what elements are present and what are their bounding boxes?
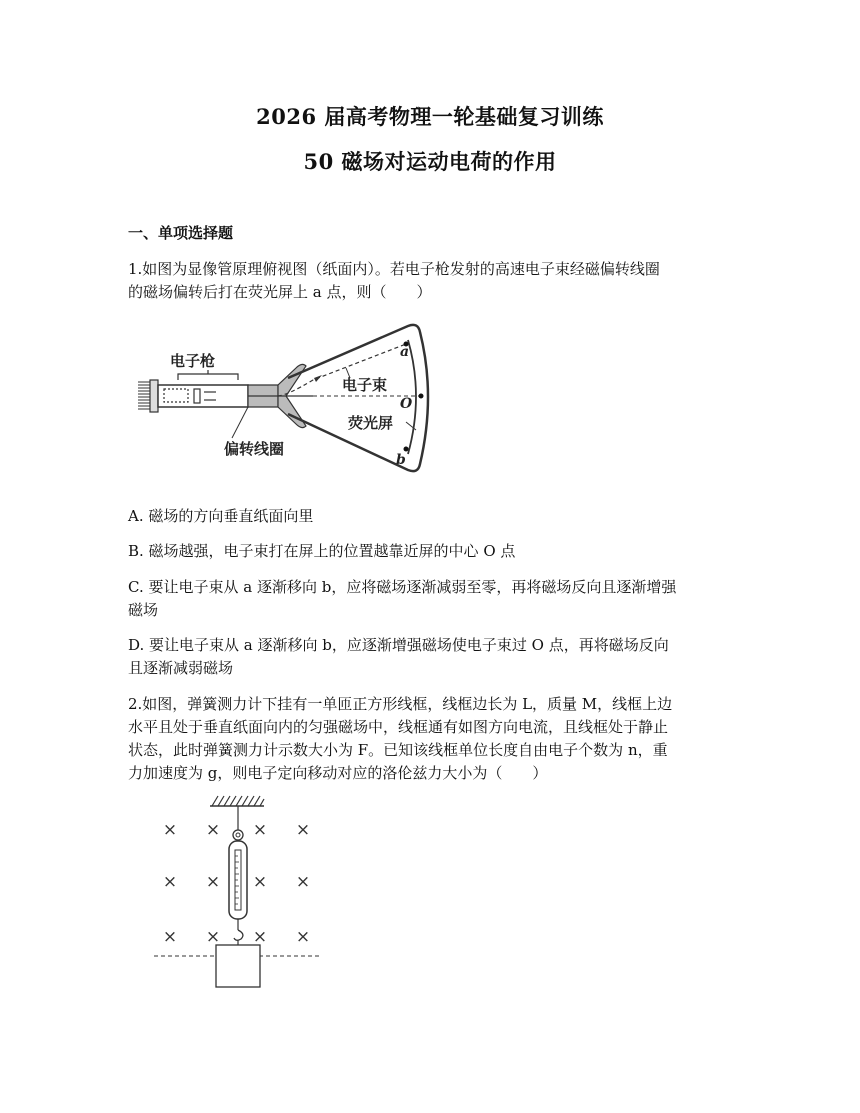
q1-option-d-line-2: 且逐渐减弱磁场 bbox=[128, 659, 234, 677]
q2-stem bbox=[128, 693, 738, 785]
q2-stem-line-1: 2.如图，弹簧测力计下挂有一单匝正方形线框，线框边长为 L，质量 M，线框上边 bbox=[128, 695, 673, 713]
page-subtitle: 50 磁场对运动电荷的作用 bbox=[303, 149, 557, 174]
field-x-5: × bbox=[162, 872, 178, 892]
section-heading: 一、单项选择题 bbox=[128, 224, 234, 242]
field-x-4: × bbox=[295, 820, 311, 840]
q1-option-d[interactable] bbox=[128, 634, 738, 680]
q1-stem bbox=[128, 258, 738, 304]
field-x-3: × bbox=[252, 820, 268, 840]
ceiling-hatch bbox=[212, 796, 264, 806]
coil-pointer bbox=[232, 407, 248, 438]
label-gun: 电子枪 bbox=[170, 352, 216, 370]
label-point-a: a bbox=[400, 344, 410, 360]
q1-option-c-line-1: C. 要让电子束从 a 逐渐移向 b，应将磁场逐渐减弱至零，再将磁场反向且逐渐增强 bbox=[128, 578, 677, 596]
square-loop bbox=[216, 945, 260, 987]
q2-stem-line-2: 水平且处于垂直纸面向内的匀强磁场中，线框通有如图方向电流，且线框处于静止 bbox=[128, 718, 669, 736]
field-x-10: × bbox=[205, 927, 221, 947]
label-screen: 荧光屏 bbox=[348, 414, 394, 432]
field-x-7: × bbox=[252, 872, 268, 892]
q1-option-c[interactable] bbox=[128, 576, 738, 622]
field-x-12: × bbox=[295, 927, 311, 947]
field-x-11: × bbox=[252, 927, 268, 947]
top-ring-inner bbox=[236, 833, 240, 837]
q1-stem-line-2: 的磁场偏转后打在荧光屏上 a 点，则（ ） bbox=[128, 283, 432, 301]
gun-base bbox=[150, 380, 158, 412]
q1-option-c-line-2: 磁场 bbox=[128, 601, 159, 619]
beam-arrow bbox=[314, 375, 322, 382]
point-b-dot bbox=[404, 447, 409, 452]
top-ring bbox=[233, 830, 243, 840]
q2-stem-line-4: 力加速度为 g，则电子定向移动对应的洛伦兹力大小为（ ） bbox=[128, 764, 548, 782]
label-coil: 偏转线圈 bbox=[224, 440, 285, 458]
field-x-2: × bbox=[205, 820, 221, 840]
gun-bracket bbox=[178, 370, 238, 380]
spring-balance-diagram bbox=[150, 790, 330, 990]
label-point-b: b bbox=[396, 452, 406, 468]
q2-stem-line-3: 状态，此时弹簧测力计示数大小为 F。已知该线框单位长度自由电子个数为 n，重 bbox=[128, 741, 668, 759]
crt-diagram bbox=[138, 316, 438, 486]
gun-wires bbox=[138, 382, 150, 409]
q1-option-b[interactable]: B. 磁场越强，电子束打在屏上的位置越靠近屏的中心 O 点 bbox=[128, 542, 516, 560]
field-x-6: × bbox=[205, 872, 221, 892]
field-x-8: × bbox=[295, 872, 311, 892]
field-x-9: × bbox=[162, 927, 178, 947]
q1-stem-line-1: 1.如图为显像管原理俯视图（纸面内）。若电子枪发射的高速电子束经磁偏转线圈 bbox=[128, 260, 660, 278]
q1-option-d-line-1: D. 要让电子束从 a 逐渐移向 b，应逐渐增强磁场使电子束过 O 点，再将磁场反向 bbox=[128, 636, 669, 654]
label-beam: 电子束 bbox=[342, 376, 388, 394]
field-x-1: × bbox=[162, 820, 178, 840]
point-o-dot bbox=[419, 394, 424, 399]
q1-option-a[interactable]: A. 磁场的方向垂直纸面向里 bbox=[128, 507, 314, 525]
page-title: 2026 届高考物理一轮基础复习训练 bbox=[256, 104, 604, 129]
hook bbox=[234, 930, 243, 940]
label-point-o: O bbox=[400, 396, 413, 412]
